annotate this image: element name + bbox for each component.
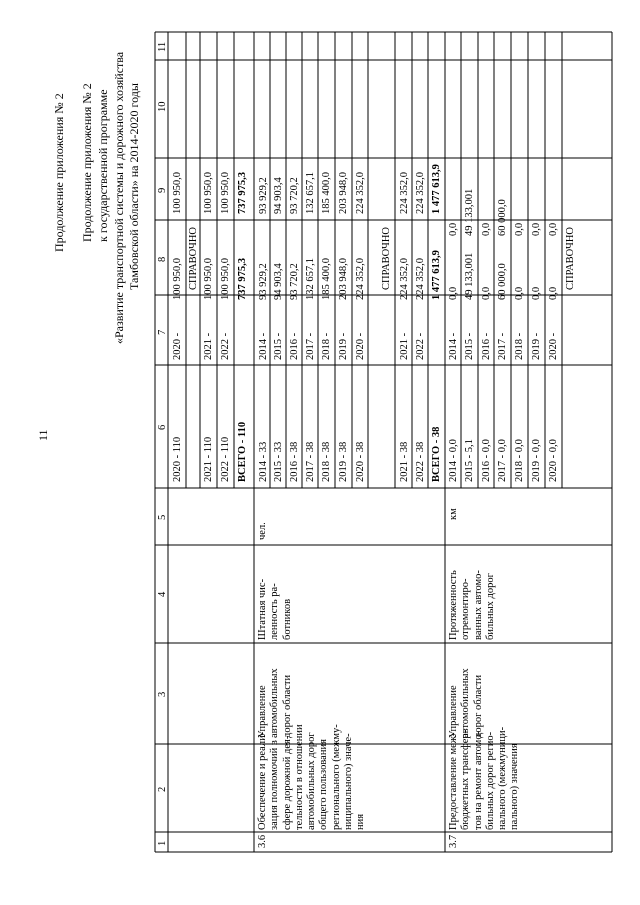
row-3-7-indicator: Протяженность отремонтиро- ванных автомо- бильных дорог — [448, 570, 496, 640]
r36-y1-c6: 2014 - 33 — [258, 441, 269, 482]
r37-y7-c6: 2020 - 0,0 — [548, 439, 559, 482]
reference-label-2: СПРАВОЧНО — [381, 227, 392, 290]
r36-y4-c9: 132 657,1 — [305, 172, 316, 214]
r37-y4-c7v: 60 000,0 — [497, 263, 508, 300]
r36-total-c9: 1 477 613,9 — [431, 164, 442, 214]
r36-ref2-c9: 224 352,0 — [415, 172, 426, 214]
r37-y2-c7y: 2015 - — [464, 332, 475, 360]
top-row-3-c9: 100 950,0 — [220, 172, 231, 214]
r36-y5-c7y: 2018 - — [321, 332, 332, 360]
top-row-2-c6: 2021 - 110 — [203, 436, 214, 482]
top-row-3-c7v: 100 950,0 — [220, 258, 231, 300]
r37-y3-c7v: 0,0 — [481, 286, 492, 300]
r36-ref2-c6: 2022 - 38 — [415, 441, 426, 482]
r37-y3-c6: 2016 - 0,0 — [481, 439, 492, 482]
row-3-6-description: Обеспечение и реали- зация полномочий в сфере дорожной дея- тельности в отношении автомобильных дорог общего пользования регионального (межму- ниципального) значе- ния — [257, 724, 367, 830]
row-3-6-number: 3.6 — [257, 834, 268, 848]
r36-y4-c7y: 2017 - — [305, 332, 316, 360]
r37-y4-c7y: 2017 - — [497, 332, 508, 360]
r37-y1-c6: 2014 - 0,0 — [448, 439, 459, 482]
r36-y1-c7y: 2014 - — [258, 332, 269, 360]
subtitle-line-1: Продолжение приложения № 2 — [80, 83, 94, 242]
r37-y7-c8: 0,0 — [548, 222, 559, 236]
r36-y3-c9: 93 720,2 — [289, 177, 300, 214]
r37-y2-c6: 2015 - 5,1 — [464, 439, 475, 482]
top-row-total-c9: 737 975,3 — [237, 172, 248, 214]
top-row-1-c6: 2020 - 110 — [172, 436, 183, 482]
r36-y7-c7y: 2020 - — [355, 332, 366, 360]
r36-ref1-c6: 2021 - 38 — [399, 441, 410, 482]
r36-y2-c6: 2015 - 33 — [273, 441, 284, 482]
r37-y1-c8: 0,0 — [448, 222, 459, 236]
subtitle-line-4: Тамбовской области» на 2014-2020 годы — [127, 83, 141, 290]
r36-y4-c7v: 132 657,1 — [305, 258, 316, 300]
r36-y5-c7v: 185 400,0 — [321, 258, 332, 300]
r37-y6-c7y: 2019 - — [531, 332, 542, 360]
r36-y3-c7y: 2016 - — [289, 332, 300, 360]
r36-total-c7v: 1 477 613,9 — [431, 250, 442, 300]
reference-label-1: СПРАВОЧНО — [188, 227, 199, 290]
row-3-7-number: 3.7 — [448, 834, 459, 848]
r36-y4-c6: 2017 - 38 — [305, 441, 316, 482]
top-row-total-c7v: 737 975,3 — [237, 258, 248, 300]
row-3-6-unit: чел. — [257, 522, 268, 540]
col-num-1: 1 — [157, 840, 168, 846]
page-number: 11 — [36, 429, 50, 441]
col-num-9: 9 — [157, 187, 168, 193]
r37-y7-c7y: 2020 - — [548, 332, 559, 360]
r36-y1-c9: 93 929,2 — [258, 177, 269, 214]
col-num-10: 10 — [157, 101, 168, 112]
r36-y2-c7v: 94 903,4 — [273, 263, 284, 300]
r37-y6-c8: 0,0 — [531, 222, 542, 236]
r37-y2-c8: 49 133,001 — [464, 188, 475, 236]
row-3-7-executor: Управление автомобильных дорог области — [448, 668, 484, 738]
r36-y6-c6: 2019 - 38 — [338, 441, 349, 482]
r37-y3-c7y: 2016 - — [481, 332, 492, 360]
subtitle-line-2: к государственной программе — [96, 89, 110, 242]
r36-y7-c9: 224 352,0 — [355, 172, 366, 214]
r36-y5-c6: 2018 - 38 — [321, 441, 332, 482]
col-num-6: 6 — [157, 424, 168, 430]
col-num-5: 5 — [157, 514, 168, 520]
r36-y7-c6: 2020 - 38 — [355, 441, 366, 482]
r37-y6-c6: 2019 - 0,0 — [531, 439, 542, 482]
r37-y5-c8: 0,0 — [514, 222, 525, 236]
r37-y5-c7v: 0,0 — [514, 286, 525, 300]
r37-y1-c7v: 0,0 — [448, 286, 459, 300]
continuation-title: Продолжение приложения № 2 — [52, 93, 66, 252]
col-num-7: 7 — [157, 329, 168, 335]
r37-y6-c7v: 0,0 — [531, 286, 542, 300]
r36-y7-c7v: 224 352,0 — [355, 258, 366, 300]
col-num-11: 11 — [157, 41, 168, 52]
col-num-2: 2 — [157, 786, 168, 792]
r37-y7-c7v: 0,0 — [548, 286, 559, 300]
r37-y5-c7y: 2018 - — [514, 332, 525, 360]
top-row-total-c6: ВСЕГО - 110 — [237, 421, 248, 482]
r36-ref2-c7v: 224 352,0 — [415, 258, 426, 300]
top-row-1-c9: 100 950,0 — [172, 172, 183, 214]
top-row-1-c7y: 2020 - — [172, 332, 183, 360]
top-row-1-c7v: 100 950,0 — [172, 258, 183, 300]
r37-y4-c6: 2017 - 0,0 — [497, 439, 508, 482]
r36-y3-c7v: 93 720,2 — [289, 263, 300, 300]
row-3-7-unit: км — [448, 508, 459, 520]
r36-y2-c7y: 2015 - — [273, 332, 284, 360]
reference-label-3: СПРАВОЧНО — [565, 227, 576, 290]
r37-y1-c7y: 2014 - — [448, 332, 459, 360]
top-row-2-c9: 100 950,0 — [203, 172, 214, 214]
r36-ref1-c7v: 224 352,0 — [399, 258, 410, 300]
r36-y2-c9: 94 903,4 — [273, 177, 284, 214]
r36-total-c6: ВСЕГО - 38 — [431, 426, 442, 482]
r36-y5-c9: 185 400,0 — [321, 172, 332, 214]
row-3-6-executor: Управление автомобильных дорог области — [257, 668, 293, 738]
r36-ref1-c7y: 2021 - — [399, 332, 410, 360]
r37-y2-c7v: 49 133,001 — [464, 252, 475, 300]
r36-y6-c7y: 2019 - — [338, 332, 349, 360]
row-3-6-indicator: Штатная чис- ленность ра- ботников — [257, 578, 293, 640]
r37-y4-c8: 60 000,0 — [497, 199, 508, 236]
top-row-2-c7v: 100 950,0 — [203, 258, 214, 300]
col-num-4: 4 — [157, 591, 168, 597]
top-row-3-c6: 2022 - 110 — [220, 436, 231, 482]
r36-y6-c9: 203 948,0 — [338, 172, 349, 214]
r37-y5-c6: 2018 - 0,0 — [514, 439, 525, 482]
subtitle-line-3: «Развитие транспортной системы и дорожного хозяйства — [112, 51, 126, 344]
row-3-7-description: Предоставление меж- бюджетных трансфер- тов на ремонт автомо- бильных дорог регио- нального (межмуници- пального) значения — [448, 726, 521, 830]
r36-y3-c6: 2016 - 38 — [289, 441, 300, 482]
r36-y1-c7v: 93 929,2 — [258, 263, 269, 300]
top-row-2-c7y: 2021 - — [203, 332, 214, 360]
r36-ref2-c7y: 2022 - — [415, 332, 426, 360]
r36-y6-c7v: 203 948,0 — [338, 258, 349, 300]
col-num-3: 3 — [157, 691, 168, 697]
r36-ref1-c9: 224 352,0 — [399, 172, 410, 214]
top-row-3-c7y: 2022 - — [220, 332, 231, 360]
r37-y3-c8: 0,0 — [481, 222, 492, 236]
col-num-8: 8 — [157, 256, 168, 262]
